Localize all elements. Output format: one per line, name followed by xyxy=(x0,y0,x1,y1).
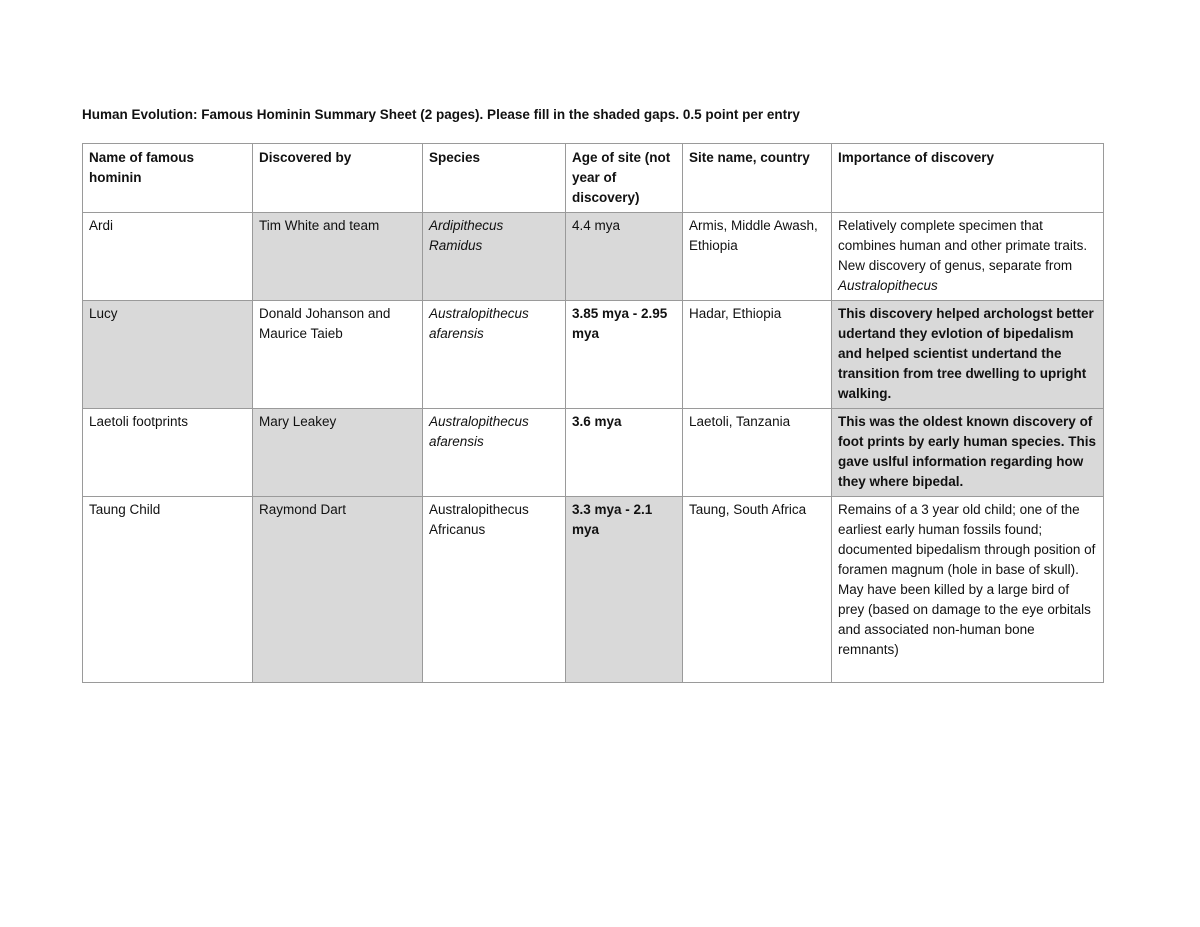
page-title: Human Evolution: Famous Hominin Summary Sheet (2 pages). Please fill in the shaded gaps. 0.5 point per entry xyxy=(82,107,800,122)
cell-species: Australopithecus afarensis xyxy=(423,301,566,409)
cell-site: Taung, South Africa xyxy=(683,497,832,683)
cell-site: Laetoli, Tanzania xyxy=(683,409,832,497)
cell-discovered-by[interactable]: Mary Leakey xyxy=(253,409,423,497)
cell-importance[interactable]: This was the oldest known discovery of foot prints by early human species. This gave uslful information regarding how they where bipedal. xyxy=(832,409,1104,497)
cell-species[interactable]: Ardipithecus Ramidus xyxy=(423,213,566,301)
hominin-summary-table xyxy=(82,143,1104,683)
header-site: Site name, country xyxy=(683,144,832,213)
importance-genus: Australopithecus xyxy=(838,278,938,293)
cell-importance[interactable]: This discovery helped archologst better udertand they evlotion of bipedalism and helped scientist undertand the transition from tree dwelling to upright walking. xyxy=(832,301,1104,409)
cell-importance: Remains of a 3 year old child; one of the earliest early human fossils found; documented bipedalism through position of foramen magnum (hole in base of skull). May have been killed by a large bird of prey (based on damage to the eye orbitals and associated non-human bone remnants) xyxy=(832,497,1104,683)
cell-name[interactable]: Lucy xyxy=(83,301,253,409)
cell-species: Australopithecus afarensis xyxy=(423,409,566,497)
header-discovered-by: Discovered by xyxy=(253,144,423,213)
cell-age: 3.6 mya xyxy=(566,409,683,497)
cell-discovered-by[interactable]: Tim White and team xyxy=(253,213,423,301)
table-row xyxy=(83,409,1104,497)
cell-name: Taung Child xyxy=(83,497,253,683)
header-species: Species xyxy=(423,144,566,213)
table-row xyxy=(83,497,1104,683)
cell-age[interactable]: 3.3 mya - 2.1 mya xyxy=(566,497,683,683)
cell-age: 3.85 mya - 2.95 mya xyxy=(566,301,683,409)
header-importance: Importance of discovery xyxy=(832,144,1104,213)
cell-age[interactable]: 4.4 mya xyxy=(566,213,683,301)
importance-text: Relatively complete specimen that combines human and other primate traits. New discovery of genus, separate from xyxy=(838,218,1088,273)
cell-site: Armis, Middle Awash, Ethiopia xyxy=(683,213,832,301)
header-name: Name of famous hominin xyxy=(83,144,253,213)
header-age: Age of site (not year of discovery) xyxy=(566,144,683,213)
cell-name: Laetoli footprints xyxy=(83,409,253,497)
cell-discovered-by: Donald Johanson and Maurice Taieb xyxy=(253,301,423,409)
cell-site: Hadar, Ethiopia xyxy=(683,301,832,409)
cell-species: Australopithecus Africanus xyxy=(423,497,566,683)
table-row xyxy=(83,213,1104,301)
cell-importance xyxy=(832,213,1104,301)
header-row xyxy=(83,144,1104,213)
cell-discovered-by[interactable]: Raymond Dart xyxy=(253,497,423,683)
table-row xyxy=(83,301,1104,409)
cell-name: Ardi xyxy=(83,213,253,301)
